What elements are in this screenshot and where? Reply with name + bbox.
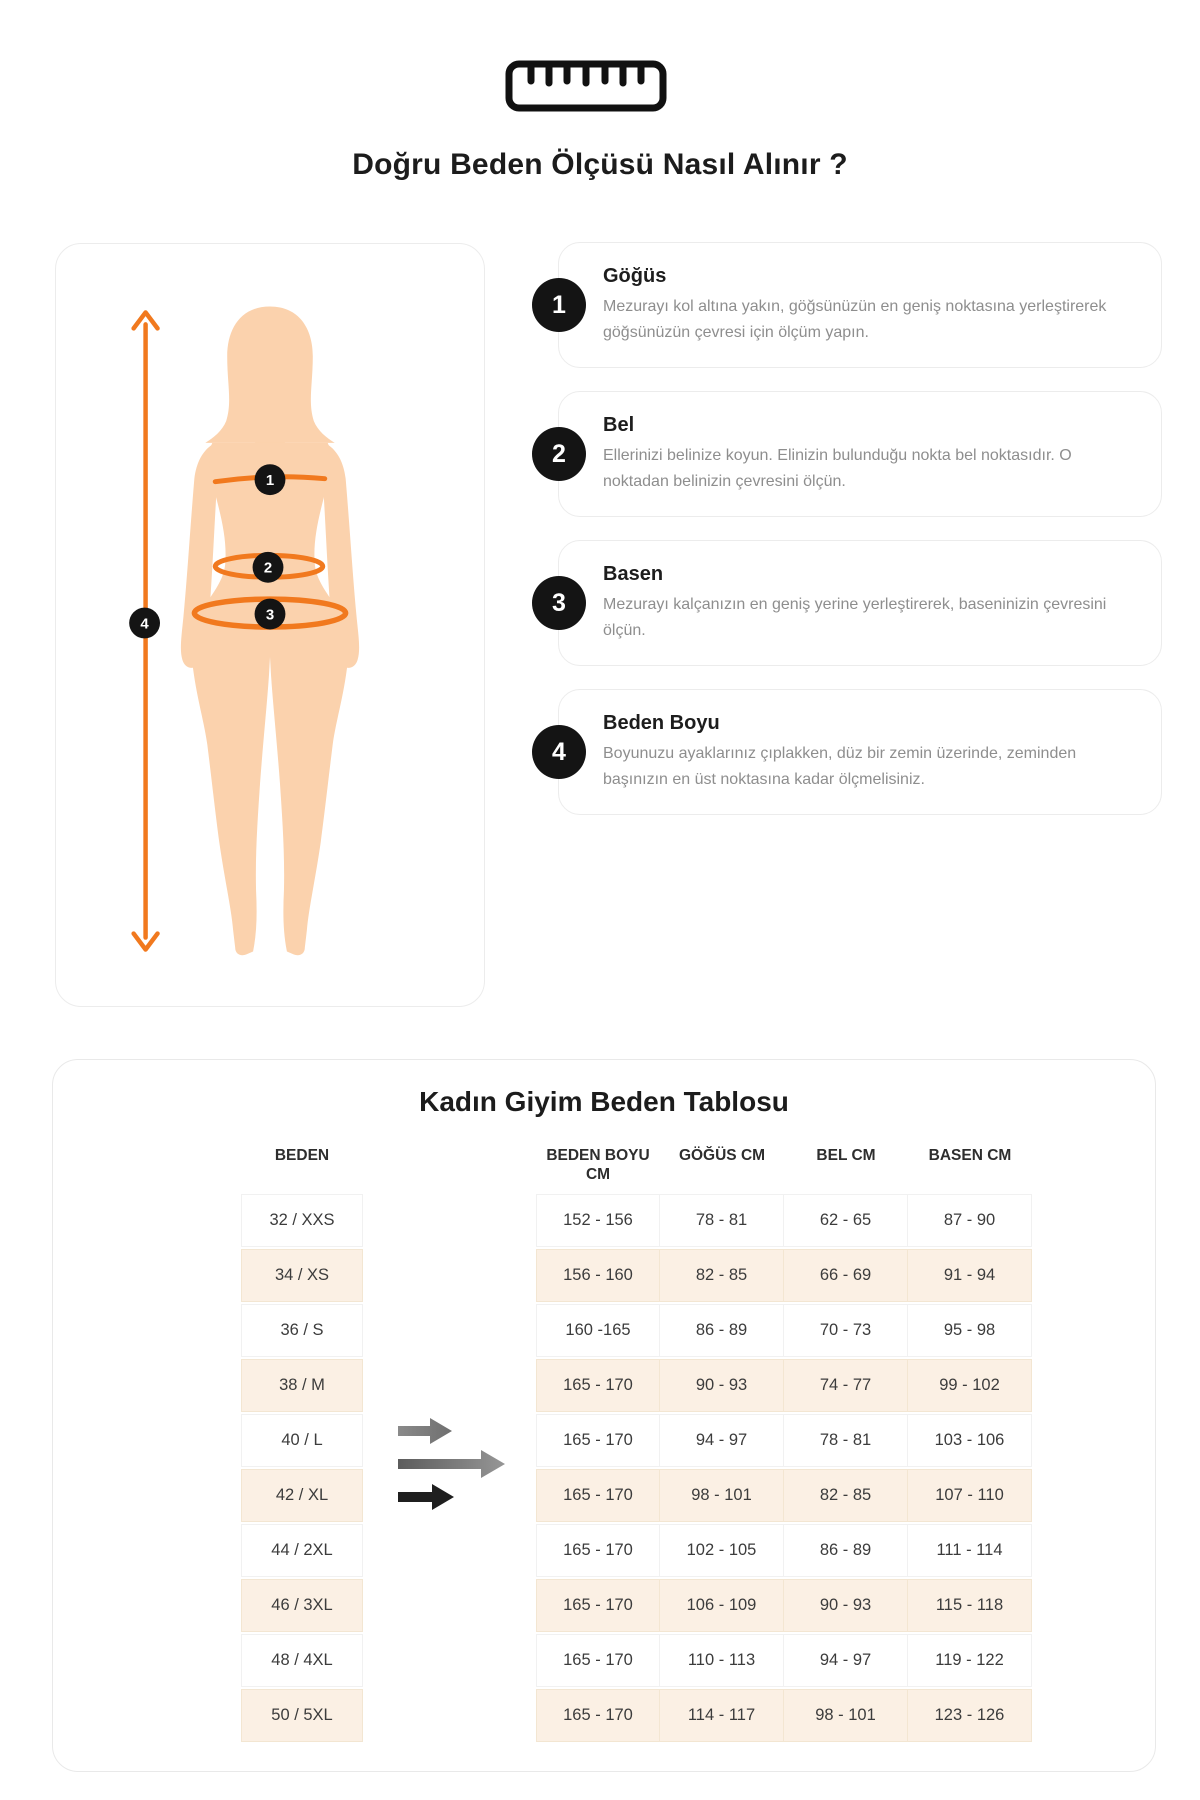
svg-text:3: 3 (265, 606, 275, 624)
cell-beden: 34 / XS (241, 1249, 363, 1302)
cell-bel: 62 - 65 (784, 1194, 908, 1247)
cell-boy: 165 - 170 (536, 1634, 660, 1687)
cell-bel: 90 - 93 (784, 1579, 908, 1632)
column-header-beden-boyu: BEDEN BOYU CM (546, 1147, 650, 1184)
instruction-card-beden-boyu (552, 689, 1162, 815)
cell-boy: 160 -165 (536, 1304, 660, 1357)
svg-text:2: 2 (263, 559, 273, 577)
instruction-card-basen (552, 540, 1162, 666)
cell-boy: 165 - 170 (536, 1359, 660, 1412)
cell-bel: 86 - 89 (784, 1524, 908, 1577)
cell-gogus: 110 - 113 (660, 1634, 784, 1687)
instruction-card-bel (552, 391, 1162, 517)
table-row (53, 1249, 1155, 1302)
cell-basen: 123 - 126 (908, 1689, 1032, 1742)
cell-beden: 40 / L (241, 1414, 363, 1467)
instruction-title: Göğüs (603, 264, 667, 287)
step-number-badge: 4 (532, 725, 586, 779)
figure-badge-chest (255, 464, 286, 495)
table-row (53, 1194, 1155, 1247)
column-header-bel: BEL CM (816, 1147, 876, 1164)
cell-gogus: 86 - 89 (660, 1304, 784, 1357)
cell-beden: 36 / S (241, 1304, 363, 1357)
cell-boy: 165 - 170 (536, 1524, 660, 1577)
cell-boy: 165 - 170 (536, 1414, 660, 1467)
svg-text:1: 1 (265, 472, 275, 490)
instruction-title: Bel (603, 413, 635, 436)
svg-text:4: 4 (140, 615, 149, 633)
table-row (53, 1304, 1155, 1357)
column-header-basen: BASEN CM (928, 1147, 1012, 1164)
table-row (53, 1469, 1155, 1522)
cell-boy: 156 - 160 (536, 1249, 660, 1302)
instruction-text: Boyunuzu ayaklarınız çıplakken, düz bir zemin üzerinde, zeminden başınızın en üst noktasına kadar ölçmelisiniz. (603, 744, 1077, 788)
cell-basen: 91 - 94 (908, 1249, 1032, 1302)
cell-gogus: 94 - 97 (660, 1414, 784, 1467)
cell-gogus: 98 - 101 (660, 1469, 784, 1522)
table-row (53, 1689, 1155, 1742)
step-number-badge: 1 (532, 278, 586, 332)
cell-boy: 152 - 156 (536, 1194, 660, 1247)
cell-gogus: 82 - 85 (660, 1249, 784, 1302)
table-row (53, 1634, 1155, 1687)
cell-basen: 111 - 114 (908, 1524, 1032, 1577)
figure-badge-hip (255, 599, 286, 630)
cell-bel: 70 - 73 (784, 1304, 908, 1357)
cell-beden: 42 / XL (241, 1469, 363, 1522)
cell-gogus: 102 - 105 (660, 1524, 784, 1577)
table-row (53, 1524, 1155, 1577)
page-title: Doğru Beden Ölçüsü Nasıl Alınır ? (352, 148, 848, 181)
size-table-card (52, 1059, 1156, 1772)
instruction-title: Basen (603, 562, 664, 585)
cell-basen: 99 - 102 (908, 1359, 1032, 1412)
cell-bel: 94 - 97 (784, 1634, 908, 1687)
cell-beden: 46 / 3XL (241, 1579, 363, 1632)
cell-beden: 44 / 2XL (241, 1524, 363, 1577)
cell-boy: 165 - 170 (536, 1579, 660, 1632)
cell-boy: 165 - 170 (536, 1689, 660, 1742)
size-table-body (53, 1194, 1155, 1744)
figure-badge-waist (253, 552, 284, 583)
instruction-text: Ellerinizi belinize koyun. Elinizin bulunduğu nokta bel noktasıdır. O noktadan belinizin çevresini ölçün. (603, 446, 1072, 490)
cell-basen: 87 - 90 (908, 1194, 1032, 1247)
cell-beden: 48 / 4XL (241, 1634, 363, 1687)
cell-gogus: 114 - 117 (660, 1689, 784, 1742)
step-number-badge: 3 (532, 576, 586, 630)
size-table-header (53, 1140, 1155, 1194)
cell-bel: 66 - 69 (784, 1249, 908, 1302)
measurement-figure-card (55, 243, 485, 1007)
cell-basen: 119 - 122 (908, 1634, 1032, 1687)
cell-gogus: 78 - 81 (660, 1194, 784, 1247)
body-figure-illustration (56, 244, 484, 1006)
cell-beden: 32 / XXS (241, 1194, 363, 1247)
cell-bel: 98 - 101 (784, 1689, 908, 1742)
table-row (53, 1414, 1155, 1467)
column-header-gogus: GÖĞÜS CM (678, 1147, 766, 1164)
table-row (53, 1359, 1155, 1412)
size-table-title: Kadın Giyim Beden Tablosu (419, 1086, 789, 1117)
column-header-beden: BEDEN (274, 1147, 330, 1164)
cell-beden: 50 / 5XL (241, 1689, 363, 1742)
cell-bel: 74 - 77 (784, 1359, 908, 1412)
cell-beden: 38 / M (241, 1359, 363, 1412)
table-row (53, 1579, 1155, 1632)
cell-bel: 78 - 81 (784, 1414, 908, 1467)
cell-gogus: 106 - 109 (660, 1579, 784, 1632)
instruction-list (552, 242, 1162, 838)
cell-bel: 82 - 85 (784, 1469, 908, 1522)
cell-basen: 115 - 118 (908, 1579, 1032, 1632)
instruction-text: Mezurayı kalçanızın en geniş yerine yerleştirerek, baseninizin çevresini ölçün. (603, 595, 1107, 639)
cell-basen: 95 - 98 (908, 1304, 1032, 1357)
cell-basen: 107 - 110 (908, 1469, 1032, 1522)
ruler-icon (505, 60, 667, 112)
instruction-title: Beden Boyu (603, 711, 720, 734)
cell-basen: 103 - 106 (908, 1414, 1032, 1467)
figure-badge-height (129, 608, 160, 639)
cell-gogus: 90 - 93 (660, 1359, 784, 1412)
cell-boy: 165 - 170 (536, 1469, 660, 1522)
instruction-text: Mezurayı kol altına yakın, göğsünüzün en geniş noktasına yerleştirerek göğsünüzün çevresi için ölçüm yapın. (603, 297, 1107, 341)
step-number-badge: 2 (532, 427, 586, 481)
instruction-card-gogus (552, 242, 1162, 368)
